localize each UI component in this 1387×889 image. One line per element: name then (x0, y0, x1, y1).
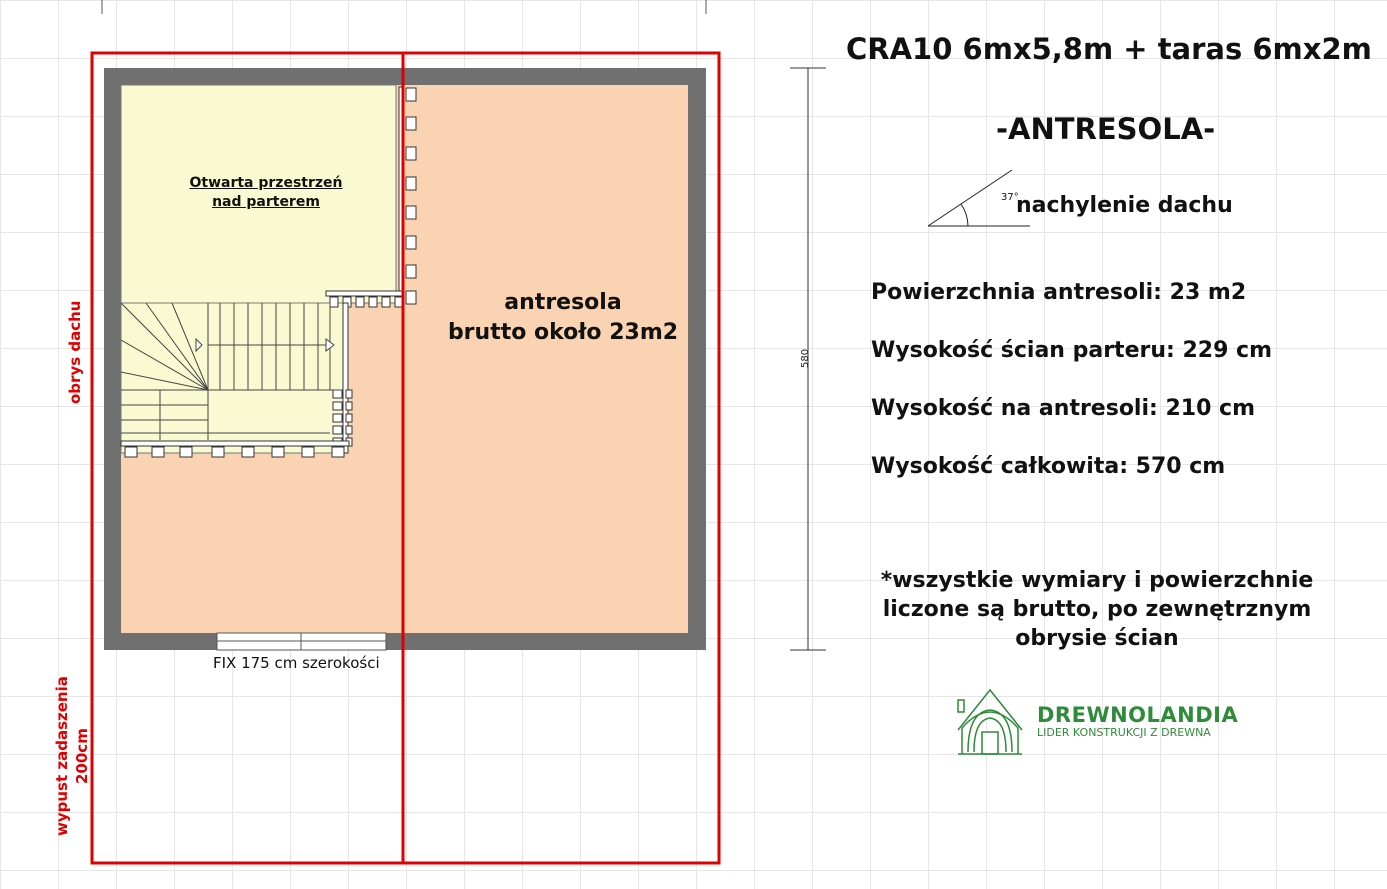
window-label: FIX 175 cm szerokości (213, 654, 380, 672)
open-space-line1: Otwarta przestrzeń (189, 175, 343, 191)
spec-area: Powierzchnia antresoli: 23 m2 (871, 280, 1247, 305)
antresola-label (430, 288, 696, 348)
overhang-line2: 200cm (73, 728, 91, 784)
dimension-label: 580 (800, 348, 811, 368)
roof-angle: 37° (1001, 192, 1019, 203)
overhang-line1: wypust zadaszenia (53, 676, 71, 836)
spec-antresola-height: Wysokość na antresoli: 210 cm (871, 396, 1256, 421)
window-fix (217, 633, 386, 650)
antresola-line1: antresola (504, 290, 622, 315)
overhang-label (52, 676, 92, 836)
brand-name: DREWNOLANDIA (1037, 703, 1239, 727)
open-space-line2: nad parterem (212, 194, 320, 210)
open-space-label (150, 174, 382, 212)
house-wood-rings-icon (958, 690, 1022, 754)
brand-tagline: LIDER KONSTRUKCJI Z DREWNA (1037, 726, 1211, 739)
page-title: CRA10 6mx5,8m + taras 6mx2m (846, 32, 1372, 66)
spec-total-height: Wysokość całkowita: 570 cm (871, 454, 1226, 479)
dimensions-note: *wszystkie wymiary i powierzchnie liczone są brutto, po zewnętrznym obrysie ścian (880, 568, 1314, 651)
roof-outline-label: obrys dachu (66, 300, 84, 404)
staircase (121, 303, 343, 453)
antresola-line2: brutto około 23m2 (447, 320, 679, 345)
roof-slope-label: nachylenie dachu (1016, 193, 1233, 218)
page-subtitle: -ANTRESOLA- (996, 112, 1216, 146)
spec-wall-height: Wysokość ścian parteru: 229 cm (871, 338, 1273, 363)
